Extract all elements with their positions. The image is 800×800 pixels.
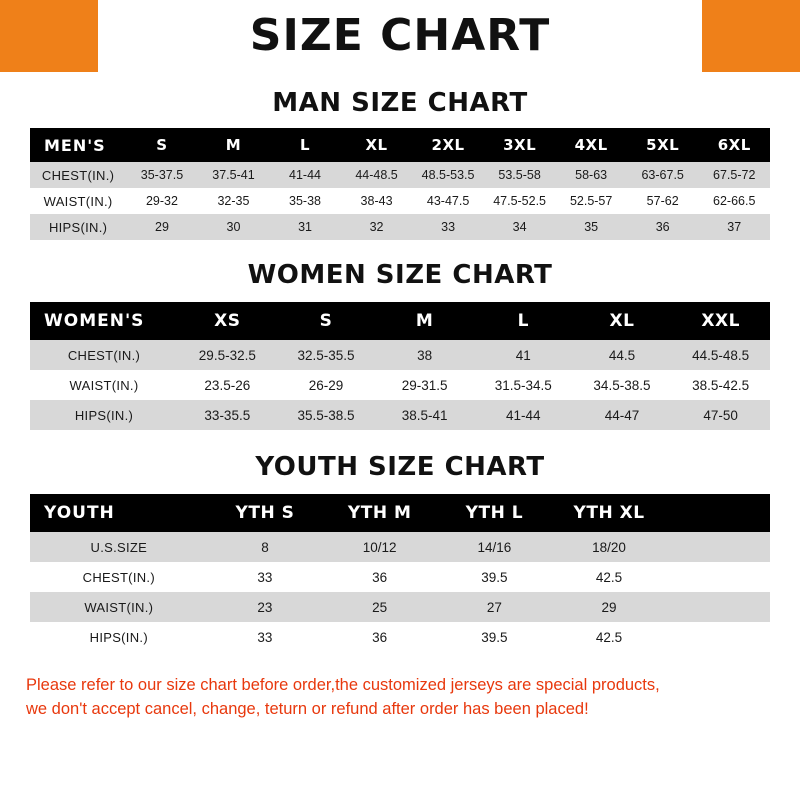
youth-col-s: YTH S [208,494,323,532]
women-waist-xxl: 38.5-42.5 [671,370,770,400]
youth-col-spacer [666,494,770,532]
women-row-label-hips: HIPS(IN.) [30,400,178,430]
women-col-xs: XS [178,302,277,340]
man-hips-2xl: 33 [412,214,484,240]
table-row [30,188,770,214]
man-waist-2xl: 43-47.5 [412,188,484,214]
youth-size-table [30,494,770,652]
women-hips-xl: 44-47 [573,400,672,430]
women-chest-l: 41 [474,340,573,370]
man-waist-4xl: 52.5-57 [555,188,627,214]
women-row-label-chest: CHEST(IN.) [30,340,178,370]
youth-col-m: YTH M [322,494,437,532]
man-col-l: L [269,128,341,162]
youth-hips-l: 39.5 [437,622,552,652]
table-row [30,340,770,370]
man-chest-m: 37.5-41 [198,162,270,188]
youth-ussize-m: 10/12 [322,532,437,562]
man-chest-6xl: 67.5-72 [698,162,770,188]
youth-chest-spacer [666,562,770,592]
man-chest-s: 35-37.5 [126,162,198,188]
women-chest-xxl: 44.5-48.5 [671,340,770,370]
women-col-m: M [375,302,474,340]
youth-waist-spacer [666,592,770,622]
youth-ussize-xl: 18/20 [552,532,667,562]
man-waist-3xl: 47.5-52.5 [484,188,556,214]
youth-ussize-spacer [666,532,770,562]
table-row [30,592,770,622]
man-table-wrap [0,128,800,240]
youth-row-label-chest: CHEST(IN.) [30,562,208,592]
youth-col-l: YTH L [437,494,552,532]
man-hips-m: 30 [198,214,270,240]
women-header-corner: WOMEN'S [30,302,178,340]
women-table-wrap [0,302,800,430]
man-section-title: MAN SIZE CHART [272,88,528,118]
women-col-l: L [474,302,573,340]
man-hips-l: 31 [269,214,341,240]
youth-waist-m: 25 [322,592,437,622]
table-header-row [30,494,770,532]
women-col-xl: XL [573,302,672,340]
women-waist-l: 31.5-34.5 [474,370,573,400]
youth-table-wrap [0,494,800,652]
youth-waist-l: 27 [437,592,552,622]
table-header-row [30,302,770,340]
youth-chest-m: 36 [322,562,437,592]
table-row [30,214,770,240]
table-row [30,532,770,562]
women-waist-m: 29-31.5 [375,370,474,400]
header-banner-inner [98,0,702,72]
youth-hips-xl: 42.5 [552,622,667,652]
youth-ussize-l: 14/16 [437,532,552,562]
youth-chest-xl: 42.5 [552,562,667,592]
man-row-label-hips: HIPS(IN.) [30,214,126,240]
youth-header-corner: YOUTH [30,494,208,532]
man-chest-2xl: 48.5-53.5 [412,162,484,188]
man-hips-6xl: 37 [698,214,770,240]
youth-row-label-hips: HIPS(IN.) [30,622,208,652]
man-chest-xl: 44-48.5 [341,162,413,188]
header-banner [0,0,800,72]
policy-note-line-1: Please refer to our size chart before order,the customized jerseys are special products, [26,676,660,694]
youth-chest-s: 33 [208,562,323,592]
youth-section-title: YOUTH SIZE CHART [255,452,545,482]
man-row-label-waist: WAIST(IN.) [30,188,126,214]
youth-waist-xl: 29 [552,592,667,622]
man-chest-3xl: 53.5-58 [484,162,556,188]
man-col-2xl: 2XL [412,128,484,162]
man-waist-l: 35-38 [269,188,341,214]
women-waist-xs: 23.5-26 [178,370,277,400]
man-hips-3xl: 34 [484,214,556,240]
man-chest-4xl: 58-63 [555,162,627,188]
women-hips-xs: 33-35.5 [178,400,277,430]
man-row-label-chest: CHEST(IN.) [30,162,126,188]
youth-chest-l: 39.5 [437,562,552,592]
page-title: SIZE CHART [249,10,551,61]
youth-hips-spacer [666,622,770,652]
youth-row-label-waist: WAIST(IN.) [30,592,208,622]
table-row [30,400,770,430]
man-header-corner: MEN'S [30,128,126,162]
youth-waist-s: 23 [208,592,323,622]
man-waist-m: 32-35 [198,188,270,214]
youth-hips-s: 33 [208,622,323,652]
man-col-xl: XL [341,128,413,162]
man-col-s: S [126,128,198,162]
women-col-s: S [277,302,376,340]
women-section-title: WOMEN SIZE CHART [247,260,553,290]
man-waist-s: 29-32 [126,188,198,214]
man-col-5xl: 5XL [627,128,699,162]
youth-ussize-s: 8 [208,532,323,562]
table-row [30,562,770,592]
policy-note-line-2: we don't accept cancel, change, teturn or refund after order has been placed! [26,699,589,718]
table-header-row [30,128,770,162]
man-size-table [30,128,770,240]
policy-note [0,674,800,722]
man-waist-5xl: 57-62 [627,188,699,214]
man-waist-6xl: 62-66.5 [698,188,770,214]
man-col-m: M [198,128,270,162]
women-hips-xxl: 47-50 [671,400,770,430]
women-hips-m: 38.5-41 [375,400,474,430]
women-waist-xl: 34.5-38.5 [573,370,672,400]
women-chest-xs: 29.5-32.5 [178,340,277,370]
man-hips-4xl: 35 [555,214,627,240]
man-hips-5xl: 36 [627,214,699,240]
man-waist-xl: 38-43 [341,188,413,214]
women-chest-s: 32.5-35.5 [277,340,376,370]
youth-hips-m: 36 [322,622,437,652]
women-col-xxl: XXL [671,302,770,340]
women-chest-m: 38 [375,340,474,370]
man-hips-xl: 32 [341,214,413,240]
man-col-3xl: 3XL [484,128,556,162]
man-hips-s: 29 [126,214,198,240]
women-hips-l: 41-44 [474,400,573,430]
women-chest-xl: 44.5 [573,340,672,370]
table-row [30,622,770,652]
women-hips-s: 35.5-38.5 [277,400,376,430]
women-waist-s: 26-29 [277,370,376,400]
table-row [30,370,770,400]
women-size-table [30,302,770,430]
man-col-6xl: 6XL [698,128,770,162]
youth-col-xl: YTH XL [552,494,667,532]
table-row [30,162,770,188]
man-col-4xl: 4XL [555,128,627,162]
women-row-label-waist: WAIST(IN.) [30,370,178,400]
man-chest-l: 41-44 [269,162,341,188]
man-chest-5xl: 63-67.5 [627,162,699,188]
youth-row-label-ussize: U.S.SIZE [30,532,208,562]
